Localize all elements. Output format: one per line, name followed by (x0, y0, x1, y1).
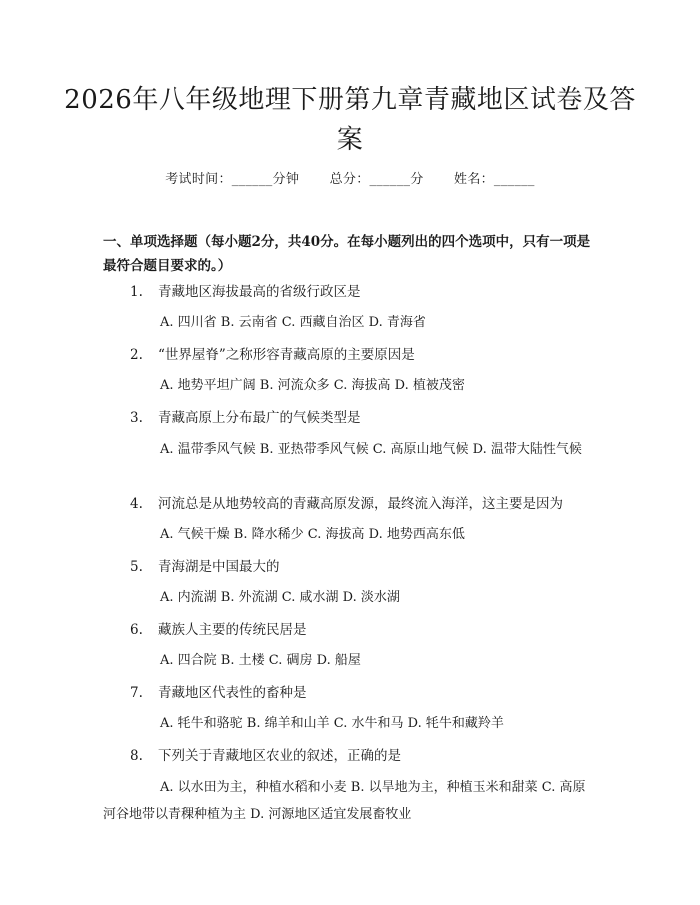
question-text: 藏族人主要的传统民居是 (158, 622, 307, 638)
question-options: A. 以水田为主，种植水稻和小麦 B. 以旱地为主，种植玉米和甜菜 C. 高原河谷地带以青稞种植为主 D. 河源地区适宜发展畜牧业 (103, 780, 586, 822)
question-options: A. 四川省 B. 云南省 C. 西藏自治区 D. 青海省 (160, 315, 426, 330)
question-text: 下列关于青藏地区农业的叙述，正确的是 (158, 748, 401, 764)
question-number: 6. (130, 622, 143, 638)
question-options: A. 温带季风气候 B. 亚热带季风气候 C. 高原山地气候 D. 温带大陆性气候 (160, 442, 582, 457)
question-number: 8. (130, 748, 143, 764)
exam-time-field: 考试时间：______分钟 (165, 172, 300, 187)
question-options: A. 牦牛和骆驼 B. 绵羊和山羊 C. 水牛和马 D. 牦牛和藏羚羊 (160, 716, 504, 731)
question-options: A. 气候干燥 B. 降水稀少 C. 海拔高 D. 地势西高东低 (160, 527, 465, 542)
question-options: A. 地势平坦广阔 B. 河流众多 C. 海拔高 D. 植被茂密 (160, 378, 465, 393)
question-options: A. 内流湖 B. 外流湖 C. 咸水湖 D. 淡水湖 (160, 590, 400, 605)
question-text: 河流总是从地势较高的青藏高原发源，最终流入海洋，这主要是因为 (158, 496, 563, 512)
question-stem (130, 557, 280, 577)
total-score-field: 总分：______分 (329, 172, 424, 187)
student-name-field: 姓名：______ (454, 172, 535, 187)
question-text: 青藏地区海拔最高的省级行政区是 (158, 284, 361, 300)
question-stem (130, 408, 361, 428)
question-number: 7. (130, 685, 143, 701)
question-text: 青藏地区代表性的畜种是 (158, 685, 307, 701)
exam-title: 2026年八年级地理下册第九章青藏地区试卷及答案 (64, 85, 636, 155)
question-stem (130, 746, 401, 766)
question-text: “世界屋脊”之称形容青藏高原的主要原因是 (158, 347, 415, 363)
question-text: 青海湖是中国最大的 (158, 559, 280, 575)
question-number: 4. (130, 496, 143, 512)
question-text: 青藏高原上分布最广的气候类型是 (158, 410, 361, 426)
question-number: 2. (130, 347, 143, 363)
question-number: 3. (130, 410, 143, 426)
question-options: A. 四合院 B. 土楼 C. 碉房 D. 船屋 (160, 653, 361, 668)
question-number: 5. (130, 559, 143, 575)
question-stem (130, 620, 307, 640)
question-stem (130, 494, 563, 514)
section-heading-single-choice: 一、单项选择题（每小题2分，共40分。在每小题列出的四个选项中，只有一项是最符合题目要求的。） (103, 234, 591, 274)
exam-meta (0, 168, 700, 187)
question-stem (130, 345, 415, 365)
question-stem (130, 683, 307, 703)
question-stem (130, 282, 361, 302)
question-number: 1. (130, 284, 143, 300)
